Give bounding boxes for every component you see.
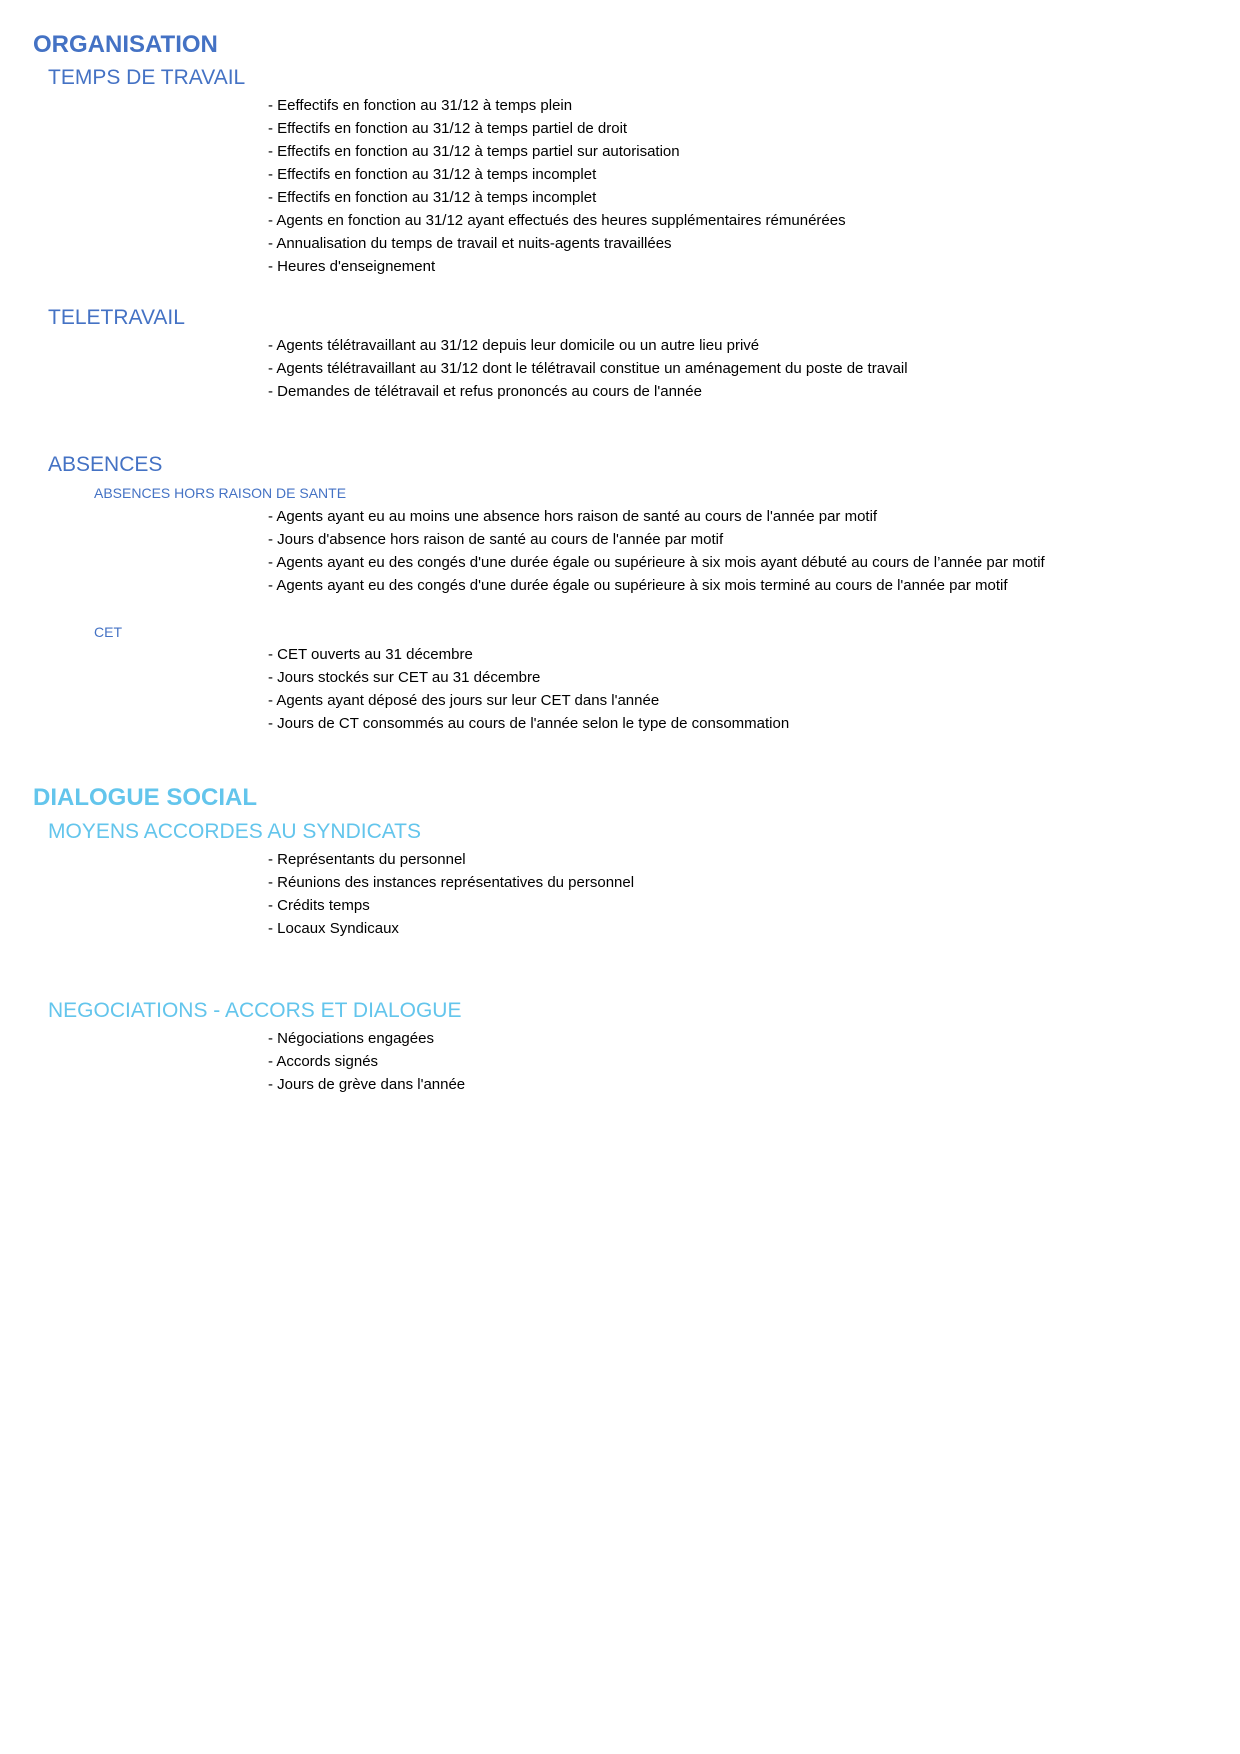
list-item: - Agents en fonction au 31/12 ayant effectués des heures supplémentaires rémunérées: [268, 212, 846, 229]
list-item: - Effectifs en fonction au 31/12 à temps incomplet: [268, 166, 597, 183]
subsection-title-temps-de-travail: TEMPS DE TRAVAIL: [48, 66, 246, 89]
list-item: - Crédits temps: [268, 897, 370, 914]
list-item: - Locaux Syndicaux: [268, 920, 399, 937]
list-item: - Jours d'absence hors raison de santé au cours de l'année par motif: [268, 531, 724, 548]
subsection-title-teletravail: TELETRAVAIL: [48, 306, 185, 329]
subsubsection-title-cet: CET: [94, 624, 122, 640]
list-item: - Accords signés: [268, 1053, 379, 1070]
subsection-title-negociations: NEGOCIATIONS - ACCORS ET DIALOGUE: [48, 999, 462, 1022]
list-item: - Annualisation du temps de travail et nuits-agents travaillées: [268, 235, 672, 252]
list-item: - Effectifs en fonction au 31/12 à temps partiel de droit: [268, 120, 628, 137]
teletravail-list: [268, 334, 908, 403]
list-item: - Représentants du personnel: [268, 851, 466, 868]
list-item: - Agents ayant eu au moins une absence hors raison de santé au cours de l'année par motif: [268, 508, 878, 525]
list-item: - Agents télétravaillant au 31/12 depuis leur domicile ou un autre lieu privé: [268, 337, 760, 354]
moyens-syndicats-list: [268, 848, 634, 940]
list-item: - Jours de CT consommés au cours de l'année selon le type de consommation: [268, 715, 790, 732]
negociations-list: [268, 1027, 465, 1096]
list-item: - CET ouverts au 31 décembre: [268, 646, 473, 663]
absences-hors-sante-list: [268, 505, 1045, 597]
list-item: - Effectifs en fonction au 31/12 à temps partiel sur autorisation: [268, 143, 680, 160]
list-item: - Agents télétravaillant au 31/12 dont le télétravail constitue un aménagement du poste de travail: [268, 360, 908, 377]
section-title-organisation: ORGANISATION: [33, 31, 218, 58]
subsection-title-moyens-syndicats: MOYENS ACCORDES AU SYNDICATS: [48, 820, 422, 843]
subsubsection-title-absences-hors-sante: ABSENCES HORS RAISON DE SANTE: [94, 485, 347, 501]
section-title-dialogue-social: DIALOGUE SOCIAL: [33, 784, 258, 811]
list-item: - Heures d'enseignement: [268, 258, 436, 275]
cet-list: [268, 643, 789, 735]
list-item: - Agents ayant déposé des jours sur leur CET dans l'année: [268, 692, 660, 709]
list-item: - Demandes de télétravail et refus prononcés au cours de l'année: [268, 383, 702, 400]
list-item: - Effectifs en fonction au 31/12 à temps incomplet: [268, 189, 597, 206]
list-item: - Agents ayant eu des congés d'une durée égale ou supérieure à six mois ayant débuté au cours de l’année par motif: [268, 554, 1045, 571]
subsection-title-absences: ABSENCES: [48, 453, 163, 476]
list-item: - Eeffectifs en fonction au 31/12 à temps plein: [268, 97, 573, 114]
list-item: - Négociations engagées: [268, 1030, 434, 1047]
temps-de-travail-list: [268, 94, 846, 278]
list-item: - Agents ayant eu des congés d'une durée égale ou supérieure à six mois terminé au cours de l'année par motif: [268, 577, 1008, 594]
list-item: - Jours stockés sur CET au 31 décembre: [268, 669, 541, 686]
list-item: - Jours de grève dans l'année: [268, 1076, 466, 1093]
list-item: - Réunions des instances représentatives du personnel: [268, 874, 635, 891]
